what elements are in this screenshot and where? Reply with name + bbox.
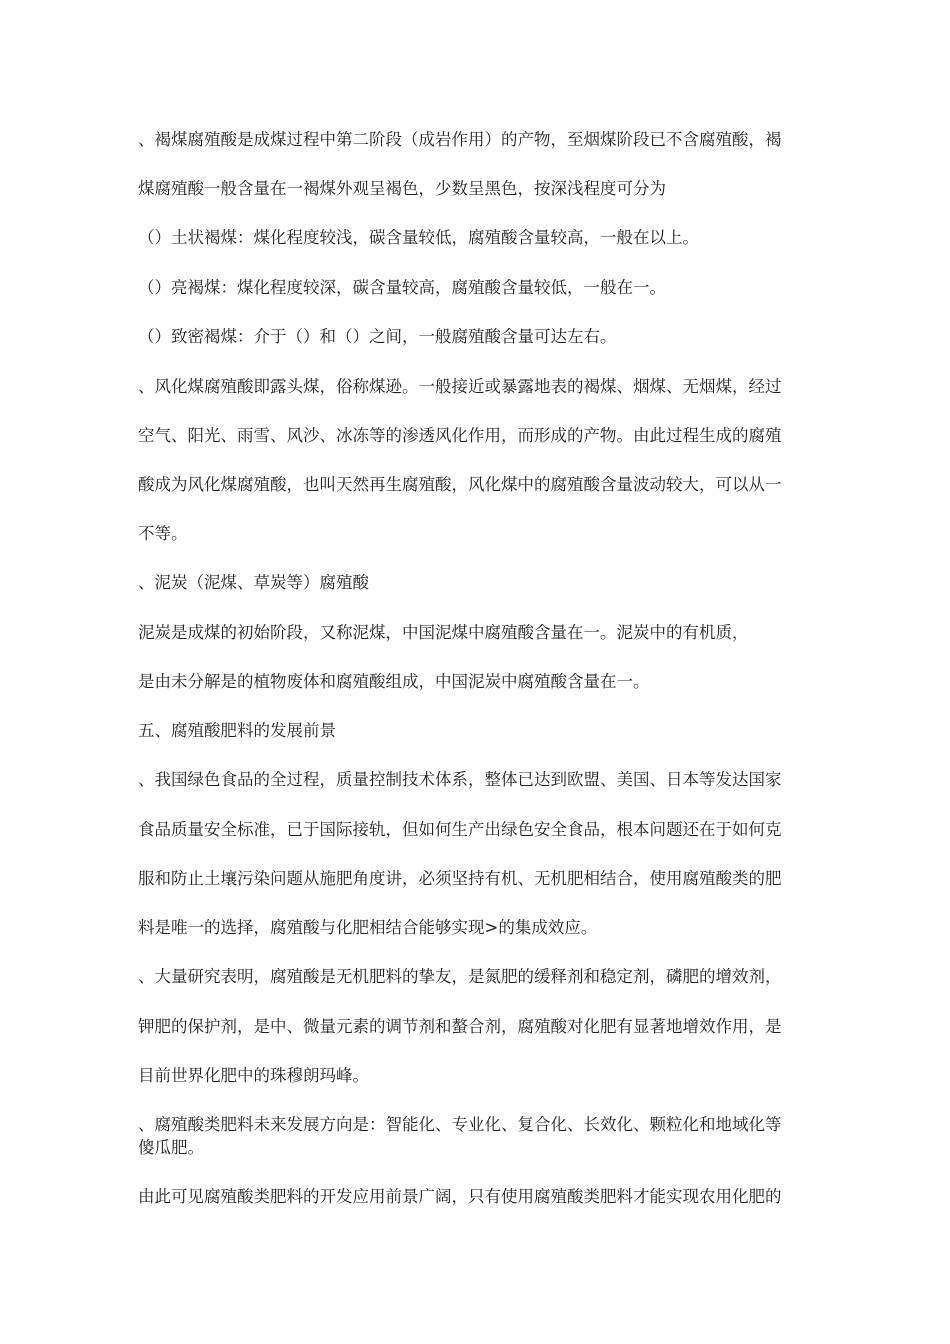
section-heading: 、泥炭（泥煤、草炭等）腐殖酸: [138, 573, 369, 592]
text-line: 不等。: [138, 524, 188, 543]
text-line: （）亮褐煤：煤化程度较深，碳含量较高，腐殖酸含量较低，一般在一。: [138, 278, 666, 297]
text-line: 、大量研究表明，腐殖酸是无机肥料的挚友，是氮肥的缓释剂和稳定剂，磷肥的增效剂，: [138, 967, 782, 986]
text-line: 、我国绿色食品的全过程，质量控制技术体系，整体已达到欧盟、美国、日本等发达国家: [138, 770, 782, 789]
text-line: 服和防止土壤污染问题从施肥角度讲，必须坚持有机、无机肥相结合，使用腐殖酸类的肥: [138, 869, 782, 888]
text-line: 酸成为风化煤腐殖酸，也叫天然再生腐殖酸，风化煤中的腐殖酸含量波动较大，可以从一: [138, 475, 782, 494]
text-line: 是由未分解是的植物废体和腐殖酸组成，中国泥炭中腐殖酸含量在一。: [138, 672, 650, 691]
text-line: 目前世界化肥中的珠穆朗玛峰。: [138, 1066, 369, 1085]
text-line: 空气、阳光、雨雪、风沙、冰冻等的渗透风化作用，而形成的产物。由此过程生成的腐殖: [138, 426, 782, 445]
text-line: 钾肥的保护剂，是中、微量元素的调节剂和螯合剂，腐殖酸对化肥有显著地增效作用，是: [138, 1017, 782, 1036]
text-line: 料是唯一的选择，腐殖酸与化肥相结合能够实现>的集成效应。: [138, 918, 598, 937]
text-line: 、腐殖酸类肥料未来发展方向是：智能化、专业化、复合化、长效化、颗粒化和地域化等: [138, 1115, 782, 1134]
text-line: 、风化煤腐殖酸即露头煤，俗称煤逊。一般接近或暴露地表的褐煤、烟煤、无烟煤，经过: [138, 377, 782, 396]
text-line: 、褐煤腐殖酸是成煤过程中第二阶段（成岩作用）的产物，至烟煤阶段已不含腐殖酸，褐: [138, 130, 782, 149]
text-line: 由此可见腐殖酸类肥料的开发应用前景广阔，只有使用腐殖酸类肥料才能实现农用化肥的: [138, 1187, 782, 1206]
text-line: （）致密褐煤：介于（）和（）之间，一般腐殖酸含量可达左右。: [138, 327, 617, 346]
text-line: 傻瓜肥。: [138, 1138, 204, 1157]
text-line: 煤腐殖酸一般含量在一褐煤外观呈褐色，少数呈黑色，按深浅程度可分为: [138, 179, 666, 198]
section-heading: 五、腐殖酸肥料的发展前景: [138, 721, 336, 740]
text-line: （）土状褐煤：煤化程度较浅，碳含量较低，腐殖酸含量较高，一般在以上。: [138, 228, 699, 247]
text-line: 食品质量安全标准，已于国际接轨，但如何生产出绿色安全食品，根本问题还在于如何克: [138, 820, 782, 839]
text-line: 泥炭是成煤的初始阶段，又称泥煤，中国泥煤中腐殖酸含量在一。泥炭中的有机质，: [138, 623, 749, 642]
